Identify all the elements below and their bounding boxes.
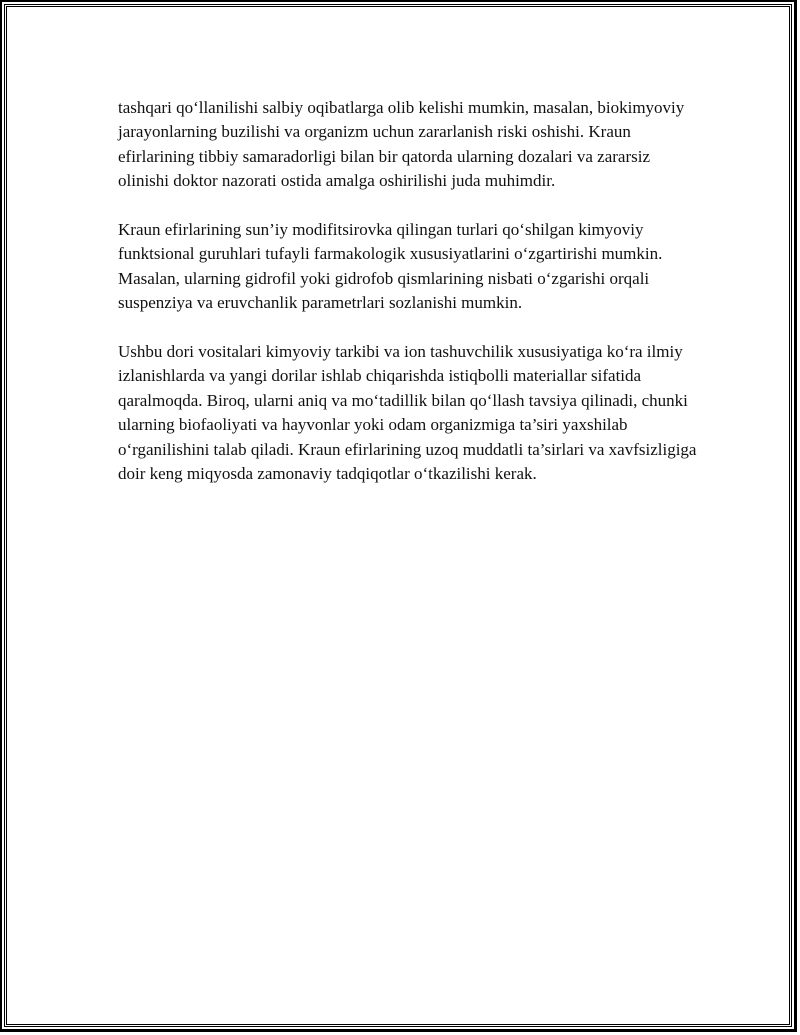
paragraph-1: tashqari qo‘llanilishi salbiy oqibatlarga olib kelishi mumkin, masalan, biokimyoviy jarayonlarning buzilishi va organizm uchun zararlanish riski oshishi. Kraun efirlarining tibbiy samaradorligi bilan bir qatorda ularning dozalari va zararsiz olinishi doktor nazorati ostida amalga oshirilishi juda muhimdir.	[118, 98, 685, 191]
document-body	[118, 96, 698, 511]
document-page	[4, 4, 792, 1027]
paragraph-2: Kraun efirlarining sun’iy modifitsirovka qilingan turlari qo‘shilgan kimyoviy funktsional guruhlari tufayli farmakologik xususiyatlarini o‘zgartirishi mumkin. Masalan, ularning gidrofil yoki gidrofob qismlarining nisbati o‘zgarishi orqali suspenziya va eruvchanlik parametrlari sozlanishi mumkin.	[118, 220, 663, 313]
paragraph-3: Ushbu dori vositalari kimyoviy tarkibi va ion tashuvchilik xususiyatiga ko‘ra ilmiy izlanishlarda va yangi dorilar ishlab chiqarishda istiqbolli materiallar sifatida qaralmoqda. Biroq, ularni aniq va mo‘tadillik bilan qo‘llash tavsiya qilinadi, chunki ularning biofaoliyati va hayvonlar yoki odam organizmiga ta’siri yaxshilab o‘rganilishini talab qiladi. Kraun efirlarining uzoq muddatli ta’sirlari va xavfsizligiga doir keng miqyosda zamonaviy tadqiqotlar o‘tkazilishi kerak.	[118, 342, 697, 484]
